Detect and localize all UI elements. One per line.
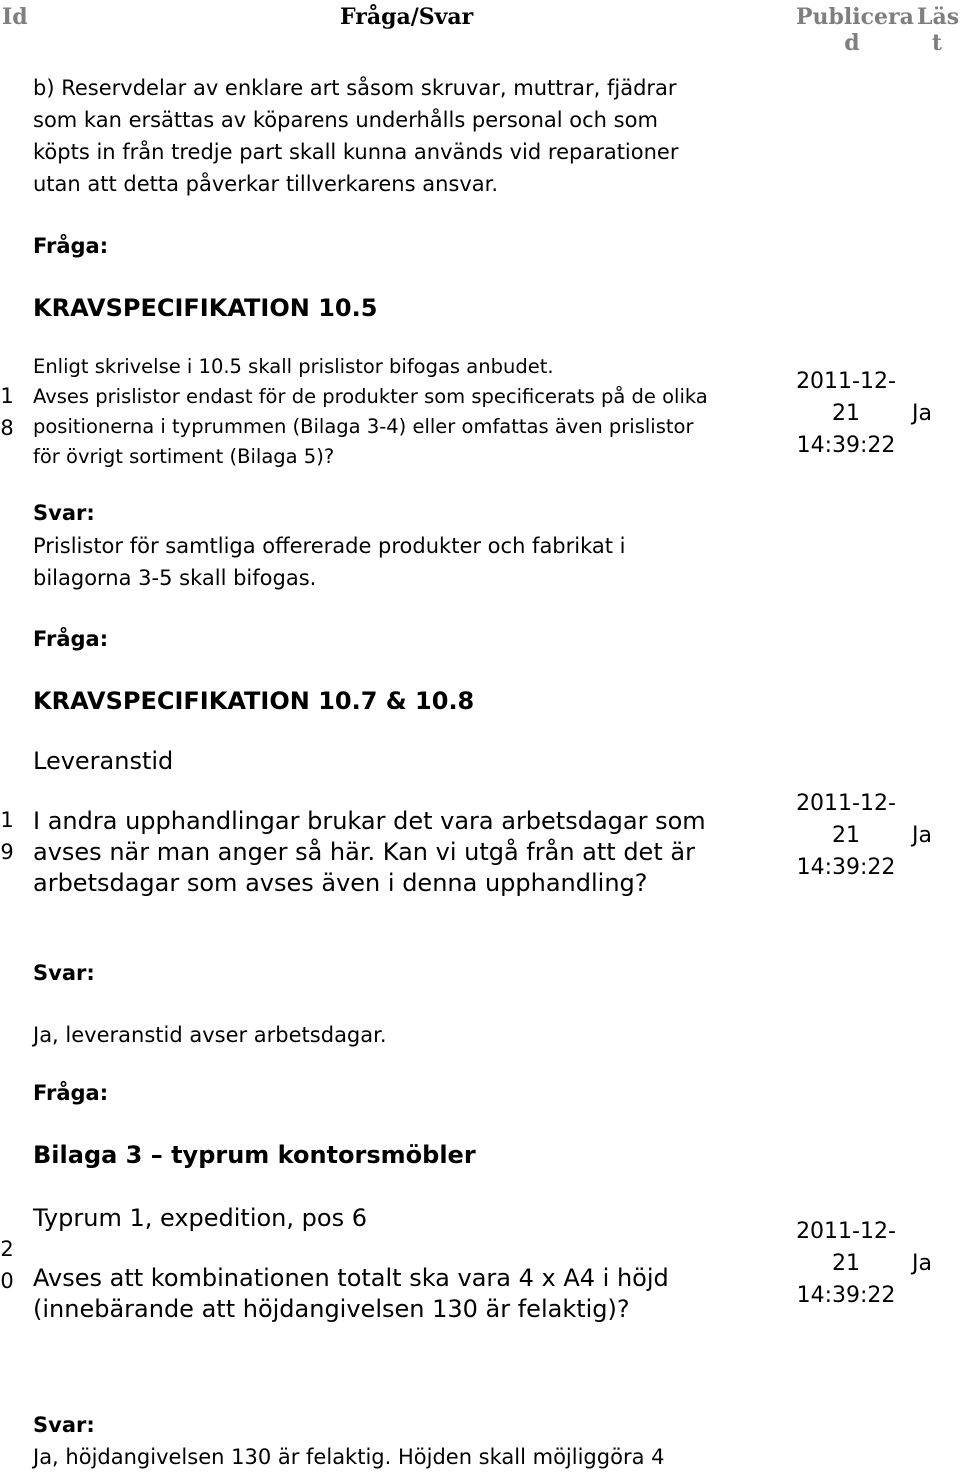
- column-header-id: Id: [2, 4, 28, 30]
- question-label: Fråga:: [33, 627, 109, 651]
- row-id-digit: 0: [0, 1269, 14, 1293]
- question-label: Fråga:: [33, 1081, 109, 1105]
- question-line: (innebärande att höjdangivelsen 130 är felaktig)?: [33, 1295, 630, 1323]
- intro-line: som kan ersättas av köparens underhålls personal och som: [33, 108, 658, 132]
- published-date: [786, 788, 906, 884]
- answer-line: Ja, leveranstid avser arbetsdagar.: [33, 1023, 387, 1047]
- subheading: Leveranstid: [33, 747, 174, 775]
- question-label: Fråga:: [33, 234, 109, 258]
- answer-label: Svar:: [33, 961, 95, 985]
- date-line: 21: [832, 1251, 860, 1276]
- spec-heading: Bilaga 3 – typrum kontorsmöbler: [33, 1141, 476, 1169]
- row-id-digit: 1: [0, 808, 14, 832]
- date-line: 14:39:22: [796, 855, 896, 880]
- date-line: 2011-12-: [796, 791, 896, 816]
- published-date: [786, 1216, 906, 1312]
- question-line: positionerna i typrummen (Bilaga 3-4) eller omfattas även prislistor: [33, 415, 694, 438]
- answer-text: [33, 530, 626, 594]
- row-id-digit: 9: [0, 840, 14, 864]
- answer-text: [33, 1441, 664, 1473]
- column-header-published-line-1: Publicera: [796, 4, 914, 30]
- date-line: 14:39:22: [796, 1283, 896, 1308]
- question-text: [33, 806, 706, 899]
- row-id-digit: 1: [0, 384, 14, 408]
- column-header-published-line-2: d: [844, 30, 860, 56]
- question-line: I andra upphandlingar brukar det vara arbetsdagar som: [33, 807, 706, 835]
- date-line: 21: [832, 401, 860, 426]
- spec-heading: KRAVSPECIFIKATION 10.7 & 10.8: [33, 687, 475, 715]
- column-header-published: [796, 4, 914, 56]
- row-id: [0, 380, 14, 444]
- question-line: för övrigt sortiment (Bilaga 5)?: [33, 445, 335, 468]
- spec-heading: KRAVSPECIFIKATION 10.5: [33, 294, 378, 322]
- read-status: Ja: [912, 1251, 932, 1276]
- intro-line: utan att detta påverkar tillverkarens ansvar.: [33, 172, 499, 196]
- row-id-digit: 2: [0, 1237, 14, 1261]
- date-line: 2011-12-: [796, 1219, 896, 1244]
- date-line: 2011-12-: [796, 369, 896, 394]
- row-id: [0, 1233, 14, 1297]
- read-status: Ja: [912, 401, 932, 426]
- question-line: Enligt skrivelse i 10.5 skall prislistor bifogas anbudet.: [33, 355, 554, 378]
- intro-line: köpts in från tredje part skall kunna används vid reparationer: [33, 140, 679, 164]
- row-id-digit: 8: [0, 416, 14, 440]
- answer-line: Ja, höjdangivelsen 130 är felaktig. Höjden skall möjliggöra 4: [33, 1445, 665, 1469]
- published-date: [786, 366, 906, 462]
- column-header-read: [917, 4, 960, 56]
- intro-line: b) Reservdelar av enklare art såsom skruvar, muttrar, fjädrar: [33, 76, 677, 100]
- question-text: [33, 352, 708, 472]
- answer-label: Svar:: [33, 501, 95, 525]
- question-line: arbetsdagar som avses även i denna upphandling?: [33, 869, 648, 897]
- question-line: avses när man anger så här. Kan vi utgå från att det är: [33, 838, 695, 866]
- column-header-question-answer: Fråga/Svar: [340, 4, 474, 30]
- intro-text: [33, 72, 678, 200]
- answer-label: Svar:: [33, 1413, 95, 1437]
- column-header-read-line-2: t: [931, 30, 943, 56]
- question-line: Avses prislistor endast för de produkter som specificerats på de olika: [33, 385, 708, 408]
- subheading: Typrum 1, expedition, pos 6: [33, 1204, 367, 1232]
- column-header-read-line-1: Läs: [917, 4, 960, 30]
- answer-text: [33, 1019, 387, 1051]
- question-line: Avses att kombinationen totalt ska vara 4 x A4 i höjd: [33, 1264, 669, 1292]
- date-line: 14:39:22: [796, 433, 896, 458]
- read-status: Ja: [912, 823, 932, 848]
- row-id: [0, 804, 14, 868]
- answer-line: bilagorna 3-5 skall bifogas.: [33, 566, 317, 590]
- answer-line: Prislistor för samtliga offererade produkter och fabrikat i: [33, 534, 626, 558]
- question-text: [33, 1263, 669, 1325]
- date-line: 21: [832, 823, 860, 848]
